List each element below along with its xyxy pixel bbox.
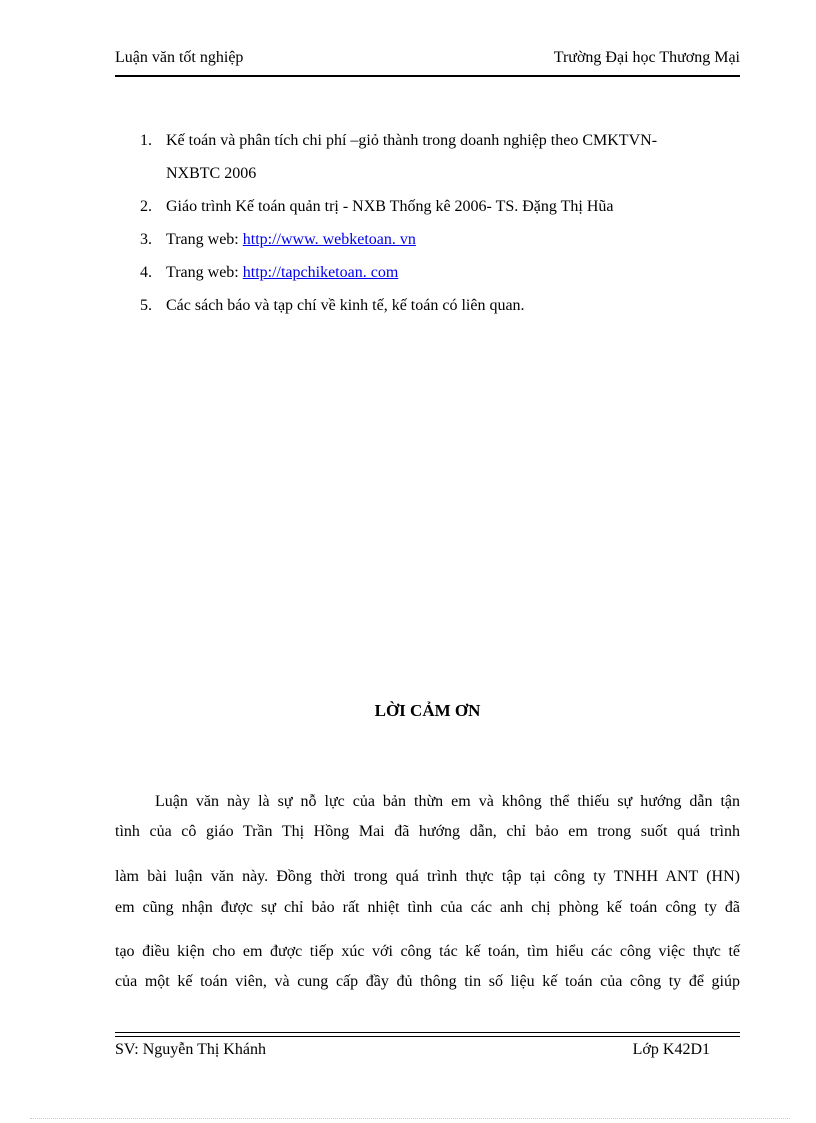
footer-divider-bottom [115, 1036, 740, 1037]
reference-item-2 [140, 190, 720, 223]
paragraph-line: Luận văn này là sự nỗ lực của bản thừn em và không thể thiếu sự hướng dẫn tận [155, 793, 740, 810]
reference-text: Giáo trình Kế toán quản trị - NXB Thống kê 2006- TS. Đặng Thị Hũa [166, 198, 614, 215]
reference-prefix: Trang web: [166, 264, 243, 281]
reference-item-5 [140, 289, 720, 322]
footer-divider-top [115, 1032, 740, 1033]
footer-student-name: SV: Nguyễn Thị Khánh [115, 1041, 266, 1058]
paragraph-line: em cũng nhận được sự chỉ bảo rất nhiệt tình của các anh chị phòng kế toán công ty đã [115, 899, 740, 916]
reference-item-1 [140, 124, 720, 190]
reference-item-3 [140, 223, 720, 256]
reference-number: 1. [140, 132, 152, 149]
header-thesis-label: Luận văn tốt nghiệp [115, 49, 244, 66]
reference-number: 3. [140, 231, 152, 248]
paragraph-line: làm bài luận văn này. Đồng thời trong quá trình thực tập tại công ty TNHH ANT (HN) [115, 868, 740, 885]
reference-text: Các sách báo và tạp chí về kinh tế, kế toán có liên quan. [166, 297, 525, 314]
reference-text: Kế toán và phân tích chi phí –giỏ thành trong doanh nghiệp theo CMKTVN- [166, 132, 658, 149]
header-university-name: Trường Đại học Thương Mại [553, 49, 740, 66]
reference-link-webketoan[interactable]: http://www. webketoan. vn [242, 231, 416, 248]
paragraph-line: của một kế toán viên, và cung cấp đầy đủ thông tin số liệu kế toán của công ty để giúp [115, 973, 740, 990]
page-bottom-edge [30, 1118, 790, 1119]
reference-item-4 [140, 256, 720, 289]
reference-link-tapchiketoan[interactable]: http://tapchiketoan. com [242, 264, 399, 281]
paragraph-line: tình của cô giáo Trần Thị Hồng Mai đã hướng dẫn, chỉ bảo em trong suốt quá trình [115, 823, 740, 840]
section-title: LỜI CẢM ƠN [374, 701, 481, 720]
reference-number: 5. [140, 297, 152, 314]
reference-number: 4. [140, 264, 152, 281]
paragraph-line: tạo điều kiện cho em được tiếp xúc với công tác kế toán, tìm hiểu các công việc thực tế [115, 943, 740, 960]
footer-class-code: Lớp K42D1 [632, 1041, 710, 1058]
reference-list [140, 124, 720, 322]
header-divider [115, 75, 740, 77]
reference-text-continued: NXBTC 2006 [166, 165, 257, 182]
reference-number: 2. [140, 198, 152, 215]
reference-prefix: Trang web: [166, 231, 243, 248]
